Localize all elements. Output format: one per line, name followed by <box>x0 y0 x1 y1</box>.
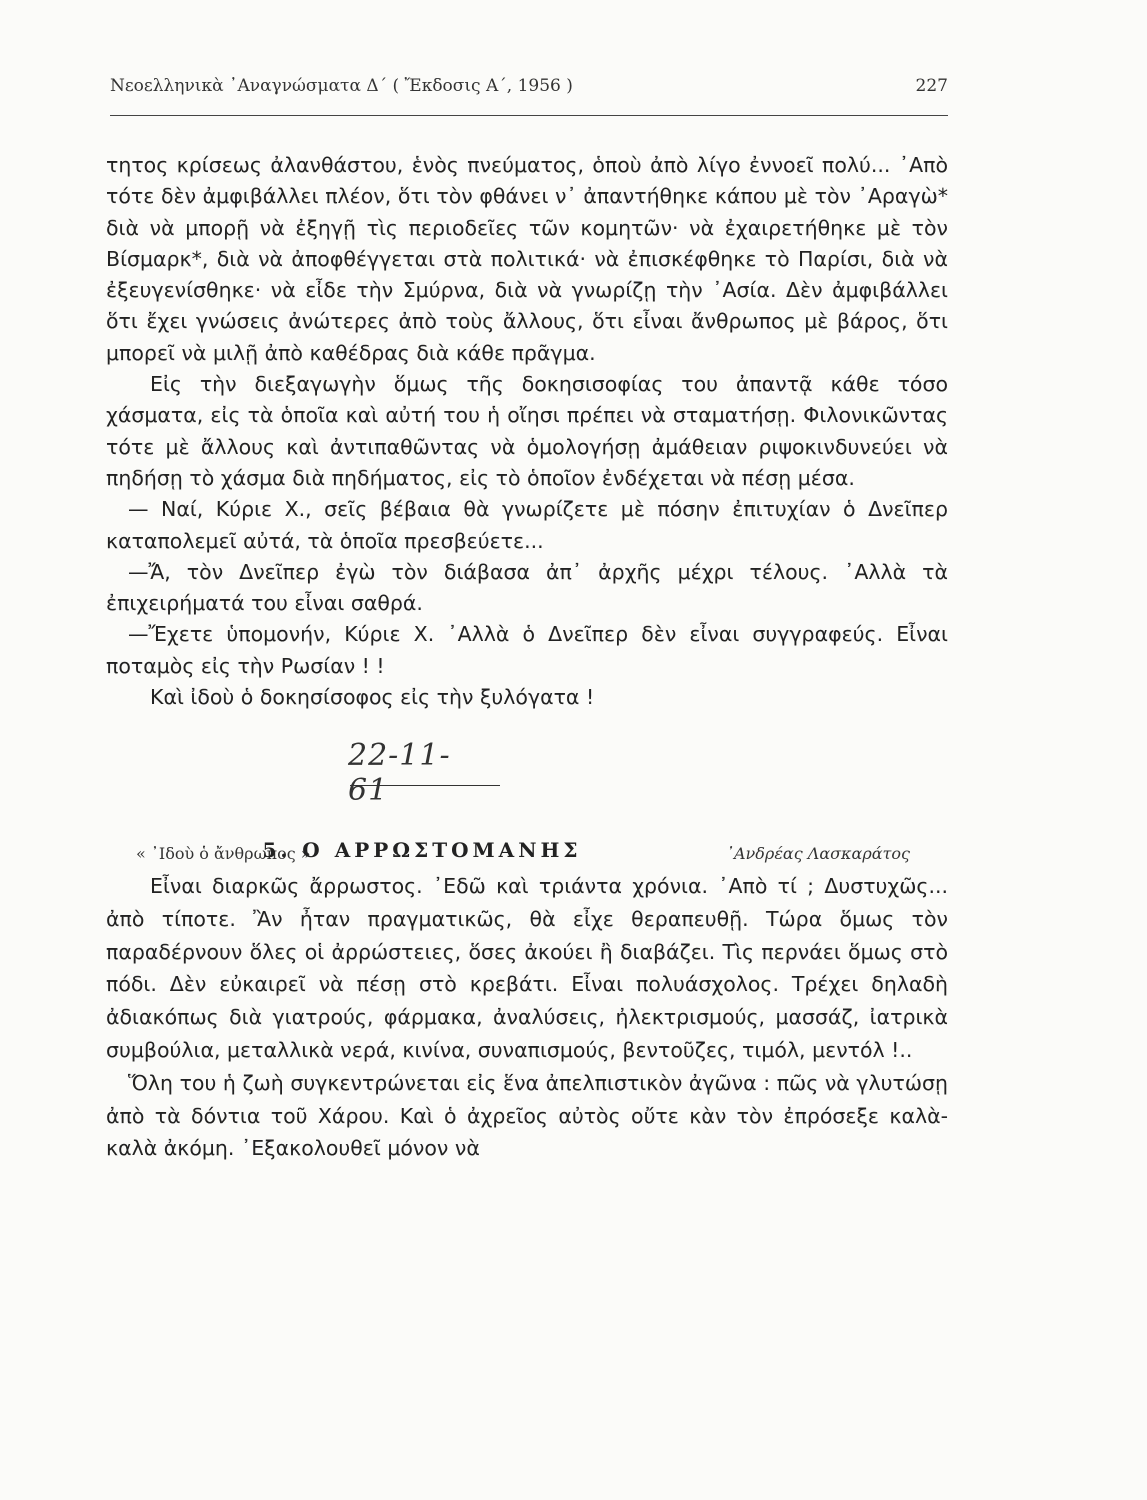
dialogue-line: — Ναί, Κύριε Χ., σεῖς βέβαια θὰ γνωρίζετε μὲ πόσην ἐπιτυχίαν ὁ Δνεῖπερ καταπολεμεῖ αὐτά, τὰ ὁποῖα πρεσβεύετε... <box>106 497 948 553</box>
section-body <box>106 870 948 1165</box>
paragraph: τητος κρίσεως ἀλανθάστου, ἑνὸς πνεύματος, ὁποὺ ἀπὸ λίγο ἐννοεῖ πολύ... ᾿Απὸ τότε δὲν ἀμφιβάλλει πλέον, ὅτι τὸν φθάνει ν᾿ ἀπαντήθηκε κάπου μὲ τὸν ᾿Αραγὼ* διὰ νὰ μπορῇ νὰ ἐξηγῇ τὶς περιοδεῖες τῶν κομητῶν· νὰ ἐχαιρετήθηκε μὲ τὸν Βίσμαρκ*, διὰ νὰ ἀποφθέγγεται στὰ πολιτικά· νὰ ἐπισκέφθηκε τὸ Παρίσι, διὰ νὰ ἐξευγενίσθηκε· νὰ εἶδε τὴν Σμύρνα, διὰ νὰ γνωρίζῃ τὴν ᾿Ασία. Δὲν ἀμφιβάλλει ὅτι ἔχει γνώσεις ἀνώτερες ἀπὸ τοὺς ἄλλους, ὅτι εἶναι ἄνθρωπος μὲ βάρος, ὅτι μπορεῖ νὰ μιλῇ ἀπὸ καθέδρας διὰ κάθε πρᾶγμα. <box>106 153 948 365</box>
dialogue-line: —Ἄ, τὸν Δνεῖπερ ἐγὼ τὸν διάβασα ἀπ᾿ ἀρχῆς μέχρι τέλους. ᾿Αλλὰ τὰ ἐπιχειρήματά του εἶναι σαθρά. <box>106 559 948 616</box>
running-title: Νεοελληνικὰ ᾿Αναγνώσματα Δ΄ ( Ἔκδοσις Α΄, 1956 ) <box>110 76 573 96</box>
dialogue-line: —Ἔχετε ὑπομονήν, Κύριε Χ. ᾿Αλλὰ ὁ Δνεῖπερ δὲν εἶναι συγγραφεύς. Εἶναι ποταμὸς εἰς τὴν Ρωσίαν ! ! <box>106 622 948 678</box>
page-number: 227 <box>915 76 948 96</box>
handwritten-date <box>348 738 488 808</box>
section-title: 5. Ο ΑΡΡΩΣΤΟΜΑΝΗΣ <box>262 838 582 862</box>
handwritten-date-text: 22-11-61 <box>348 738 451 808</box>
paragraph: Εἰς τὴν διεξαγωγὴν ὅμως τῆς δοκησισοφίας του ἀπαντᾷ κάθε τόσο χάσματα, εἰς τὰ ὁποῖα καὶ αὐτή του ἡ οἴησι πρέπει νὰ σταματήσῃ. Φιλονικῶντας τότε μὲ ἄλλους καὶ ἀντιπαθῶντας νὰ ὁμολογήσῃ ἀμάθειαν ριψοκινδυνεύει νὰ πηδήσῃ τὸ χάσμα διὰ πηδήματος, εἰς τὸ ὁποῖον ἐνδέχεται νὰ πέσῃ μέσα. <box>106 372 948 490</box>
handwritten-underline <box>350 785 500 786</box>
header-rule <box>110 115 948 116</box>
attribution-source: « ᾿Ιδοὺ ὁ ἄνθρωπος » <box>136 844 311 863</box>
paragraph: Ὅλη του ἡ ζωὴ συγκεντρώνεται εἰς ἕνα ἀπελπιστικὸν ἀγῶνα : πῶς νὰ γλυτώσῃ ἀπὸ τὰ δόντια τοῦ Χάρου. Καὶ ὁ ἀχρεῖος αὐτὸς οὔτε κὰν τὸν ἐπρόσεξε καλὰ-καλὰ ἀκόμη. ᾿Εξακολουθεῖ μόνον νὰ <box>106 1070 948 1161</box>
paragraph: Εἶναι διαρκῶς ἄρρωστος. ᾿Εδῶ καὶ τριάντα χρόνια. ᾿Απὸ τί ; Δυστυχῶς... ἀπὸ τίποτε. Ἂν ἦταν πραγματικῶς, θὰ εἶχε θεραπευθῇ. Τώρα ὅμως τὸν παραδέρνουν ὅλες οἱ ἀρρώστειες, ὅσες ἀκούει ἢ διαβάζει. Τὶς περνάει ὅμως στὸ πόδι. Δὲν εὐκαιρεῖ νὰ πέσῃ στὸ κρεβάτι. Εἶναι πολυάσχολος. Τρέχει δηλαδὴ ἀδιακόπως διὰ γιατρούς, φάρμακα, ἀναλύσεις, ἠλεκτρισμούς, μασσάζ, ἰατρικὰ συμβούλια, μεταλλικὰ νερά, κινίνα, συναπισμούς, βεντοῦζες, τιμόλ, μεντόλ !.. <box>106 874 948 1062</box>
closing-line: Καὶ ἰδοὺ ὁ δοκησίσοφος εἰς τὴν ξυλόγατα ! <box>150 685 595 710</box>
attribution-author: ᾿Ανδρέας Λασκαράτος <box>726 844 910 863</box>
